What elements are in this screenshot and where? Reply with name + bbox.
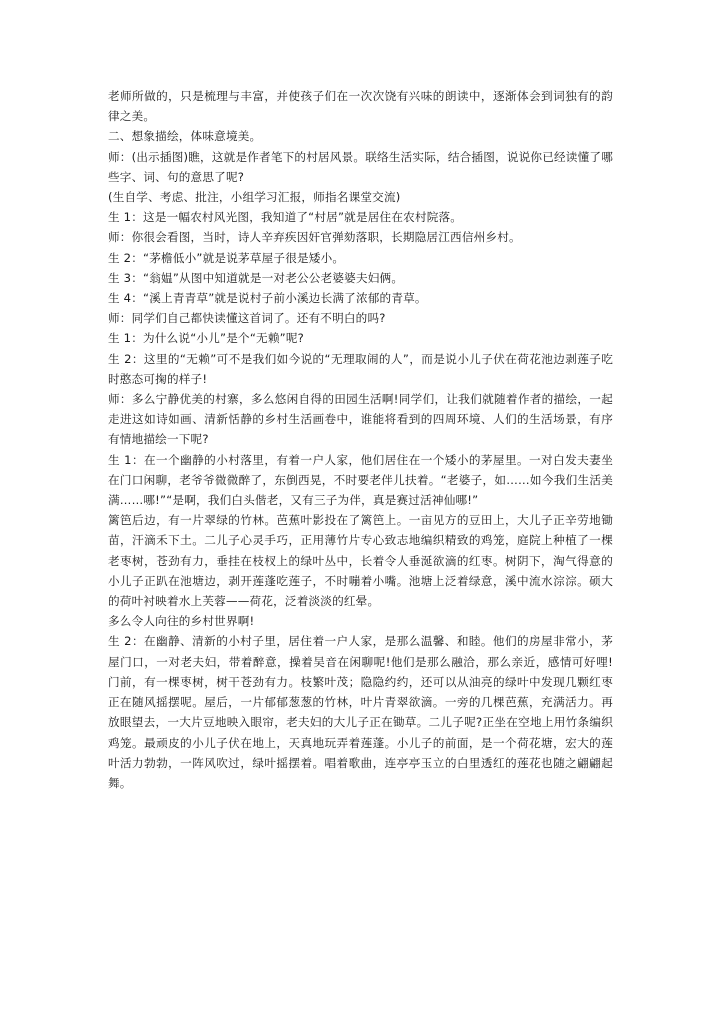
paragraph-student-1: 生 1：这是一幅农村风光图，我知道了“村居”就是居住在农村院落。 <box>108 210 463 225</box>
section-heading: 二、想象描绘，体味意境美。 <box>108 129 262 144</box>
paragraph-student-3: 生 3：“翁媪”从图中知道就是一对老公公老婆婆夫妇俩。 <box>108 270 404 285</box>
paragraph-teacher-question: 师：同学们自己都快读懂这首词了。还有不明白的吗? <box>108 311 386 326</box>
paragraph-activity-note: (生自学、考虑、批注，小组学习汇报，师指名课堂交流) <box>108 190 401 205</box>
paragraph-intro: 老师所做的，只是梳理与丰富，并使孩子们在一次次饶有兴味的朗读中，逐渐体会到词独有的韵律之美。 <box>108 89 613 124</box>
paragraph-student-4: 生 4：“溪上青青草”就是说村子前小溪边长满了浓郁的青草。 <box>108 291 427 306</box>
paragraph-teacher-prompt: 师：(出示插图)瞧，这就是作者笔下的村居风景。联络生活实际，结合插图，说说你已经读懂了哪些字、词、句的意思了呢? <box>108 149 613 184</box>
paragraph-teacher-invite: 师：多么宁静优美的村寨，多么悠闲自得的田园生活啊!同学们，让我们就随着作者的描绘，一起走进这如诗如画、清新恬静的乡村生活画卷中，谁能将看到的四周环境、人们的生活场景，有序有情地描绘一下呢? <box>108 392 613 447</box>
document-page <box>108 86 613 793</box>
paragraph-student-2: 生 2：“茅檐低小”就是说茅草屋子很是矮小。 <box>108 250 345 265</box>
paragraph-student-description-1: 生 1：在一个幽静的小村落里，有着一户人家，他们居住在一个矮小的茅屋里。一对白发夫妻坐在门口闲聊，老爷爷微微醉了，东倒西晃，不时要老伴儿扶着。“老婆子，如……如今我们生活美满……哪!”“是啊，我们白头偕老，又有三子为伴，真是赛过活神仙哪!” <box>108 452 613 508</box>
paragraph-exclamation: 多么令人向往的乡村世界啊! <box>108 614 255 629</box>
paragraph-student-description-2: 生 2：在幽静、清新的小村子里，居住着一户人家，是那么温馨、和睦。他们的房屋非常小，茅屋门口，一对老夫妇，带着醉意，操着吴音在闲聊呢!他们是那么融洽，那么亲近，感情可好哩!门前，有一棵枣树，树干苍劲有力。枝繁叶茂；隐隐约约，还可以从油亮的绿叶中发现几颗红枣正在随风摇摆呢。屋后，一片郁郁葱葱的竹林，叶片青翠欲滴。一旁的几棵芭蕉，充满活力。再放眼望去，一大片豆地映入眼帘，老夫妇的大儿子正在锄草。二儿子呢?正坐在空地上用竹条编织鸡笼。最顽皮的小儿子伏在地上，天真地玩弄着莲蓬。小儿子的前面，是一个荷花塘，宏大的莲叶活力勃勃，一阵风吹过，绿叶摇摆着。唱着歌曲，连亭亭玉立的白里透红的莲花也随之翩翩起舞。 <box>108 634 613 790</box>
paragraph-scene-description: 篱笆后边，有一片翠绿的竹林。芭蕉叶影投在了篱笆上。一亩见方的豆田上，大儿子正辛劳地锄苗，汗滴禾下土。二儿子心灵手巧，正用薄竹片专心致志地编织精致的鸡笼，庭院上种植了一棵老枣树，苍劲有力，垂挂在枝杈上的绿叶丛中，长着令人垂涎欲滴的红枣。树阴下，淘气得意的小儿子正趴在池塘边，剥开莲蓬吃莲子，不时嘣着小嘴。池塘上泛着绿意，溪中流水淙淙。硕大的荷叶衬映着水上芙蓉——荷花，泛着淡淡的红晕。 <box>108 513 613 609</box>
paragraph-teacher-reply: 师：你很会看图，当时，诗人辛弃疾因奸官弹劾落职，长期隐居江西信州乡村。 <box>108 230 521 245</box>
paragraph-student-answer: 生 2：这里的“无赖”可不是我们如今说的“无理取闹的人”，而是说小儿子伏在荷花池边剥莲子吃时憨态可掬的样子! <box>108 351 613 386</box>
paragraph-student-question: 生 1：为什么说“小儿”是个“无赖”呢? <box>108 331 304 346</box>
